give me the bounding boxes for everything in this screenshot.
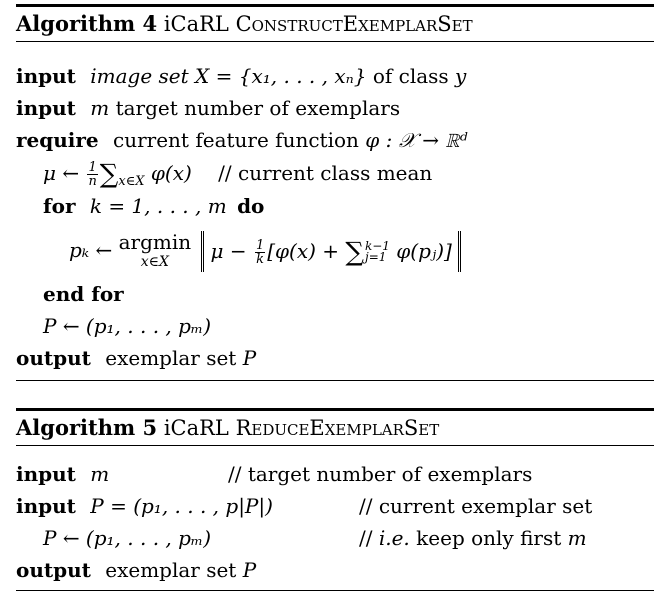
algorithm-label: Algorithm 5: [16, 415, 158, 440]
target-number-text: target number of exemplars: [115, 96, 401, 120]
assign-math: P ← (p₁, . . . , pₘ): [43, 314, 211, 338]
end-for-line: [16, 278, 654, 310]
algorithm-5-header: [16, 411, 654, 445]
require-line: [16, 124, 654, 156]
pk-sum-sup: k−1: [364, 239, 390, 254]
ie-text: i.e.: [378, 526, 410, 550]
pk-sum-limits: [365, 241, 390, 263]
algorithm-4-box: [16, 4, 654, 381]
output-var: P: [242, 558, 257, 582]
input-keyword: input: [16, 64, 76, 88]
algorithm-5-box: [16, 408, 654, 591]
class-var: y: [455, 64, 467, 88]
assign-line: [16, 522, 654, 554]
pk-open: [φ(x) +: [267, 238, 340, 263]
pk-sum-symbol: ∑: [345, 237, 364, 268]
output-keyword: output: [16, 558, 91, 582]
mean-lhs: μ ←: [43, 161, 80, 185]
input-keyword: input: [16, 494, 76, 518]
comment-slashes: //: [359, 526, 373, 550]
output-keyword: output: [16, 346, 91, 370]
algorithm-title: ReduceExemplarSet: [235, 416, 440, 440]
m-var: m: [90, 462, 110, 486]
algorithm-title-prefix: iCaRL: [163, 12, 229, 36]
assign-math: P ← (p₁, . . . , pₘ): [43, 526, 211, 550]
for-line: [16, 190, 654, 222]
pk-mu: μ −: [210, 238, 247, 263]
current-exemplar-comment: // current exemplar set: [359, 494, 593, 518]
algorithm-4-header: [16, 7, 654, 41]
for-keyword: for: [43, 194, 76, 218]
pk-close: φ(pⱼ)]: [396, 238, 452, 263]
norm-content: [203, 231, 458, 273]
keep-first-text: keep only first: [416, 526, 562, 550]
class-mean-line: [16, 156, 654, 190]
output-var: P: [242, 346, 257, 370]
sum-subscript: x∈X: [118, 174, 145, 189]
do-keyword: do: [237, 194, 265, 218]
pk-lhs: pₖ ←: [69, 238, 113, 262]
mean-rhs: φ(x): [150, 161, 192, 185]
image-set-math: image set X = {x₁, . . . , xₙ}: [90, 64, 367, 88]
exemplar-set-math: P = (p₁, . . . , p|P|): [90, 494, 273, 518]
require-keyword: require: [16, 128, 99, 152]
pk-fraction-denominator: k: [256, 251, 265, 267]
algorithm-title-prefix: iCaRL: [163, 416, 229, 440]
input-line-image-set: [16, 60, 654, 92]
algorithm-5-body: [16, 446, 654, 590]
argmin-label: argmin: [118, 229, 192, 254]
mean-fraction: [87, 161, 97, 188]
target-number-comment: // target number of exemplars: [228, 462, 533, 486]
feature-function-math: φ : 𝒳 → ℝᵈ: [365, 128, 468, 152]
input-line-m: [16, 458, 654, 490]
norm-bars: [201, 231, 460, 273]
argmin-line: [16, 222, 654, 278]
output-line: [16, 554, 654, 586]
require-text: current feature function: [113, 128, 359, 152]
m-var: m: [90, 96, 110, 120]
output-line: [16, 342, 654, 374]
sum-symbol: ∑: [99, 159, 119, 190]
output-text: exemplar set: [105, 346, 237, 370]
input-keyword: input: [16, 96, 76, 120]
keep-first-comment: [359, 522, 587, 554]
algorithm-title: ConstructExemplarSet: [235, 12, 473, 36]
algorithm-label: Algorithm 4: [16, 11, 158, 36]
bottom-rule: [16, 380, 654, 381]
class-text: of class: [372, 64, 449, 88]
argmin-subscript: x∈X: [140, 253, 169, 270]
pk-fraction: [255, 239, 265, 266]
argmin-operator: [118, 229, 192, 272]
input-keyword: input: [16, 462, 76, 486]
mean-fraction-denominator: n: [88, 174, 97, 189]
end-for-keyword: end for: [43, 282, 124, 306]
output-text: exemplar set: [105, 558, 237, 582]
pk-fraction-numerator: 1: [255, 237, 265, 253]
keep-first-var: m: [567, 526, 587, 550]
mean-fraction-numerator: 1: [88, 160, 97, 175]
class-mean-comment: // current class mean: [218, 161, 433, 185]
input-line-exemplar-set: [16, 490, 654, 522]
pk-sum-sub: j=1: [364, 250, 387, 265]
input-line-target-number: [16, 92, 654, 124]
assign-line: [16, 310, 654, 342]
algorithm-4-body: [16, 42, 654, 380]
for-range-math: k = 1, . . . , m: [89, 194, 227, 218]
bottom-rule: [16, 590, 654, 591]
